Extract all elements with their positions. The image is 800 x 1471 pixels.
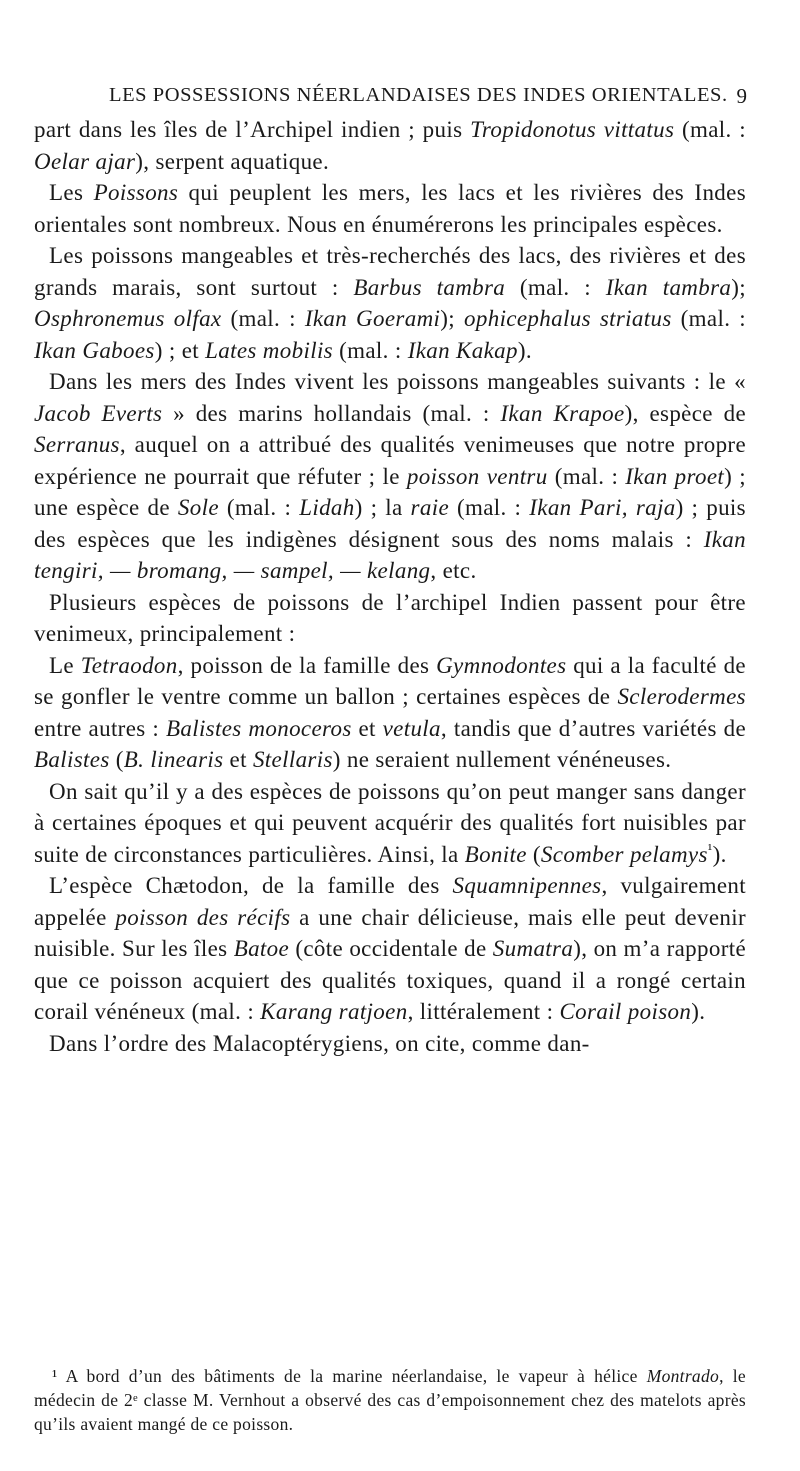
italic-term: Jacob Everts [34,400,163,426]
text-run: ), on m’a rapporté que ce poisson acquiert des qualités toxiques, quand il a rongé certain corail vénéneux (mal. : [34,936,747,1024]
text-run: ). [691,999,706,1024]
page-number: 9 [736,84,747,108]
text-run: ); [440,306,465,331]
italic-term: Oelar ajar [34,148,136,174]
italic-term: Ikan proet [625,463,725,489]
text-run: qui a la faculté de se gonfler le ventre comme un ballon ; certaines espèces de [34,652,746,709]
text-run: qui peuplent les mers, les lacs et les rivières des Indes orientales sont nombreux. Nous en énumérerons les principales espèces. [34,180,746,237]
text-run: ), espèce de [624,400,747,426]
italic-term: Ikan tambra [605,274,732,300]
paragraph [34,650,746,776]
text-run: ) ; puis des espèces que les indigènes désignent sous des noms malais : [34,495,746,552]
text-run: entre autres : [34,715,166,741]
footnote-marker: ¹ [707,841,713,858]
italic-term: Balistes [34,747,110,772]
italic-term: Karang ratjoen [260,999,408,1024]
paragraph [34,177,746,240]
text-run: » des marins hollandais (mal. : [162,400,501,426]
italic-term: Ikan tengiri, — bromang, — sampel, — kelang [34,526,746,583]
page-header [95,84,747,114]
italic-term: poisson ventru [406,463,548,489]
text-run: ¹ A bord d’un des bâtiments de la marine néerlandaise, le vapeur à hélice [52,1366,647,1386]
text-run: (mal. : [671,306,747,331]
text-run: Plusieurs espèces de poissons de l’archipel Indien passent pour être venimeux, principalement : [34,589,746,646]
italic-term: Ikan Krapoe [500,400,625,426]
italic-term: Osphronemus olfax [34,306,222,331]
italic-term: Bonite [464,841,527,867]
italic-term: Ikan Goerami [304,306,441,331]
text-run: , littéralement : [407,999,560,1024]
italic-term: Tetraodon [80,652,178,678]
text-run: (mal. : [218,495,300,520]
italic-term: Sole [177,495,219,520]
italic-term: Gymnodontes [436,652,567,678]
italic-term: Ikan Kakap [407,337,518,363]
italic-term: Ikan Pari, raja [529,495,676,520]
italic-term: Sumatra [492,936,574,961]
paragraph [34,366,746,587]
text-run: (mal. : [221,306,305,331]
italic-term: Sclerodermes [617,684,746,709]
text-run: a une chair délicieuse, mais elle peut devenir nuisible. Sur les îles [34,904,746,961]
text-run: ( [109,747,124,772]
text-run: et [223,747,253,772]
text-run: , le médecin de 2ᵉ classe M. Vernhout a observé des cas d’empoisonnement chez des matelots après qu’ils avaient mangé de ce poisson. [34,1366,746,1434]
italic-term: Barbus tambra [353,274,506,300]
text-run: ) ; la [354,495,411,520]
text-run: part dans les îles de l’Archipel indien ; puis [34,117,471,142]
text-run: ); [731,274,747,300]
running-head: LES POSSESSIONS NÉERLANDAISES DES INDES ORIENTALES. [109,84,728,106]
text-run: ) ; et [154,337,206,363]
text-run: ) ; une espèce de [34,463,746,520]
italic-term: vetula [382,715,441,741]
text-run: ), serpent aquatique. [135,148,330,174]
italic-term: Poissons [93,180,179,205]
paragraph [34,870,746,1028]
italic-term: Balistes monoceros [165,715,352,741]
text-run: Le [49,652,81,678]
paragraph [34,776,746,871]
italic-term: Serranus [34,432,120,457]
footnote [34,1364,746,1436]
paragraph [34,1028,746,1060]
italic-term: B. linearis [123,747,224,772]
italic-term: Stellaris [252,747,333,772]
text-run: , tandis que d’autres variétés de [440,715,747,741]
italic-term: Montrado [646,1366,720,1386]
text-run: , auquel on a attribué des qualités venimeuses que notre propre expérience ne pourrait que réfuter ; le [34,432,746,489]
text-run: (mal. : [674,117,746,142]
text-run: On sait qu’il y a des espèces de poissons qu’on peut manger sans danger à certaines époques et qui peuvent acquérir des qualités fort nuisibles par suite de circonstances particulières. Ainsi, la [34,778,746,867]
text-run: (mal. : [547,463,626,489]
text-run: , poisson de la famille des [177,652,437,678]
italic-term: Ikan Gaboes [34,337,155,363]
italic-term: Batoe [233,936,290,961]
text-run: (mal. : [449,495,530,520]
text-run: ) ne seraient nullement vénéneuses. [332,747,672,772]
text-run: , etc. [430,558,477,583]
text-run: et [351,715,383,741]
text-run: (mal. : [505,274,606,300]
text-run: (côte occidentale de [289,936,493,961]
text-run: ( [526,841,541,867]
italic-term: Scomber pelamys [540,841,708,867]
text-run: Dans l’ordre des Malacoptérygiens, on cite, comme dan- [49,1030,590,1056]
text-run: L’espèce Chætodon, de la famille des [49,873,453,898]
paragraph [34,240,746,366]
italic-term: Corail poison [559,999,692,1024]
italic-term: Lates mobilis [205,337,333,363]
text-run: Dans les mers des Indes vivent les poissons mangeables suivants : le « [49,369,746,394]
paragraph [34,114,746,177]
italic-term: Squamnipennes [452,873,602,898]
italic-term: ophicephalus striatus [464,306,672,331]
text-run: Les [49,180,94,205]
italic-term: Tropidonotus vittatus [470,117,675,142]
text-run: (mal. : [332,337,408,363]
paragraph [34,587,746,650]
body-text [34,114,746,1059]
italic-term: raie [410,495,449,520]
text-run: ). [712,841,727,867]
text-run: ). [517,337,532,363]
italic-term: poisson des récifs [115,904,291,930]
footnote-area [34,1364,746,1436]
italic-term: Lidah [299,495,355,520]
text-run: Les poissons mangeables et très-recherchés des lacs, des rivières et des grands marais, sont surtout : [34,243,746,300]
text-run: , vulgairement appelée [34,873,746,930]
